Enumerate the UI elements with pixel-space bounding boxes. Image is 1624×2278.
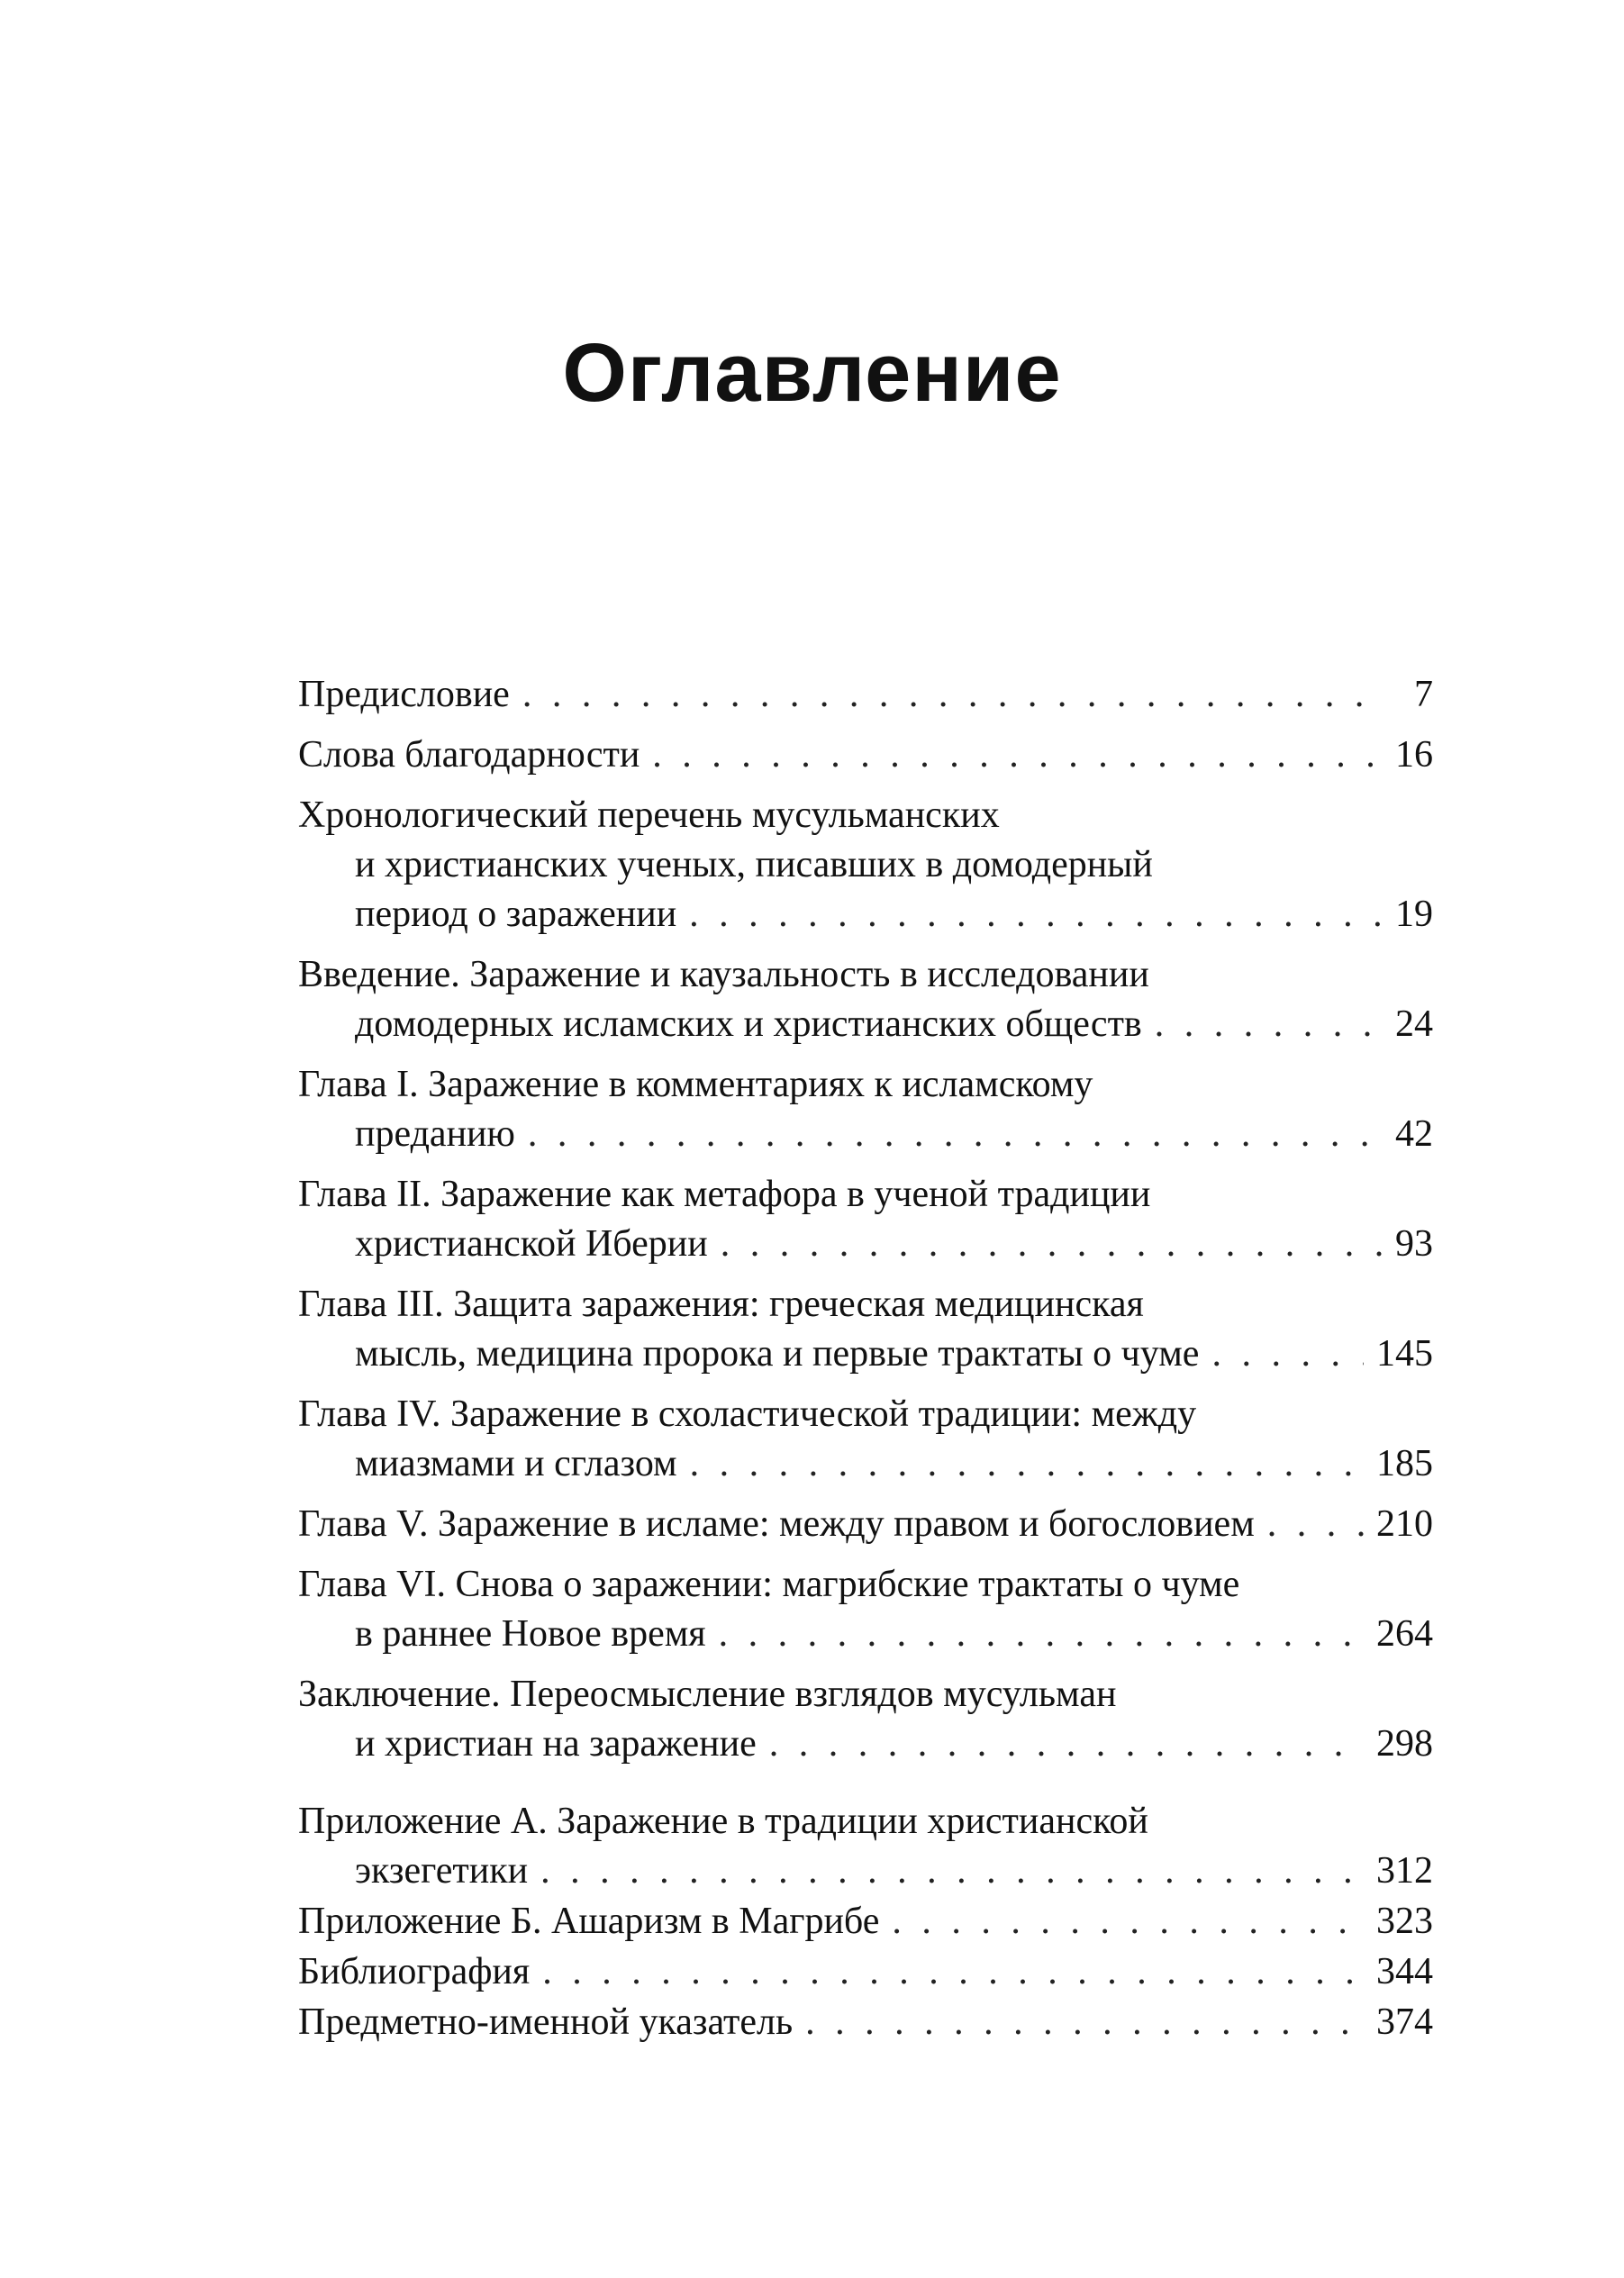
toc-entry-title: и христиан на заражение [355,1723,757,1765]
toc-entry-title: Глава I. Заражение в комментариях к исламскому [298,1064,1093,1105]
toc-entry-line [298,1170,1433,1220]
toc-entry-title: период о заражении [355,894,677,935]
toc-entry-line [298,1220,1433,1269]
toc-entry-title: Глава III. Защита заражения: греческая медицинская [298,1284,1144,1325]
dot-leader [805,1998,1364,2047]
toc-entry-title: Предметно-именной указатель [298,2001,794,2043]
toc-entry[interactable] [298,1500,1433,1549]
page-number: 185 [1376,1443,1433,1484]
toc-entry-title: Введение. Заражение и каузальность в исследовании [298,954,1149,995]
page-number: 374 [1376,2001,1433,2043]
toc-entry-line [298,1330,1433,1379]
toc-entry-line [298,1897,1433,1947]
toc-entry-title: Глава VI. Снова о заражении: магрибские трактаты о чуме [298,1564,1240,1605]
toc-entry-line [298,731,1433,780]
toc-entry-line [298,1110,1433,1159]
toc-entry-line [298,950,1433,1000]
toc-entry[interactable] [298,670,1433,720]
toc-entry-title: христианской Иберии [355,1223,708,1265]
toc-entry-line [298,1060,1433,1110]
page-number: 24 [1395,1003,1433,1045]
toc-entry[interactable] [298,731,1433,780]
toc-entry-line [298,1797,1433,1847]
dot-leader [689,890,1383,939]
page-number: 264 [1376,1613,1433,1655]
toc-entry[interactable] [298,1670,1433,1769]
page-number: 323 [1376,1901,1433,1942]
dot-leader [769,1720,1364,1769]
toc-entry-title: Глава V. Заражение в исламе: между правом и богословием [298,1503,1255,1545]
toc-entry-line [298,1947,1433,1997]
toc-entry[interactable] [298,1797,1433,1896]
toc-entry-title: Приложение А. Заражение в традиции христианской [298,1801,1148,1842]
toc-entry-title: Глава II. Заражение как метафора в ученой традиции [298,1174,1151,1215]
page-number: 210 [1376,1503,1433,1545]
toc-entry-line [298,1000,1433,1049]
page-number: 42 [1395,1113,1433,1155]
toc-entry-line [298,1390,1433,1439]
toc-entry-line [298,1500,1433,1549]
toc-entry-line [298,1560,1433,1610]
toc-entry-line [298,1610,1433,1659]
table-of-contents [298,670,1433,1780]
toc-entry-line [298,1670,1433,1720]
toc-entry-title: Приложение Б. Ашаризм в Магрибе [298,1901,880,1942]
dot-leader [1267,1500,1364,1549]
toc-entry-title: экзегетики [355,1850,529,1892]
dot-leader [652,731,1383,780]
toc-entry[interactable] [298,1390,1433,1489]
toc-entry-line [298,670,1433,720]
page-number: 19 [1395,894,1433,935]
page-number: 145 [1376,1333,1433,1375]
page-number: 16 [1395,734,1433,776]
page-number: 93 [1395,1223,1433,1265]
dot-leader [1155,1000,1383,1049]
toc-entry[interactable] [298,1060,1433,1159]
page-title: Оглавление [562,326,1062,419]
toc-entry[interactable] [298,1280,1433,1379]
toc-entry-title: мысль, медицина пророка и первые трактаты о чуме [355,1333,1200,1375]
dot-leader [721,1220,1383,1269]
appendix-contents [298,1797,1433,2048]
toc-entry-line [298,1720,1433,1769]
toc-entry-title: Хронологический перечень мусульманских [298,794,1000,836]
toc-entry-title: Слова благодарности [298,734,640,776]
toc-entry[interactable] [298,1560,1433,1659]
toc-entry-title: и христианских ученых, писавших в домодерный [355,844,1153,885]
dot-leader [719,1610,1364,1659]
toc-entry-line [298,1280,1433,1330]
toc-entry-line [298,1847,1433,1896]
page-number: 312 [1376,1850,1433,1892]
toc-entry-line [298,791,1433,840]
dot-leader [528,1110,1383,1159]
page-number: 344 [1376,1951,1433,1992]
toc-entry-title: Глава IV. Заражение в схоластической традиции: между [298,1393,1197,1435]
toc-entry[interactable] [298,1947,1433,1997]
toc-entry-title: домодерных исламских и христианских обществ [355,1003,1142,1045]
toc-entry[interactable] [298,950,1433,1049]
toc-entry-line [298,890,1433,939]
dot-leader [1211,1330,1364,1379]
toc-entry-title: Библиография [298,1951,531,1992]
page-number: 298 [1376,1723,1433,1765]
toc-entry-title: Предисловие [298,674,510,715]
page-number: 7 [1414,674,1433,715]
toc-entry[interactable] [298,1170,1433,1269]
dot-leader [892,1897,1364,1947]
toc-entry-line [298,1998,1433,2047]
toc-entry-title: миазмами и сглазом [355,1443,677,1484]
toc-entry-title: в раннее Новое время [355,1613,706,1655]
toc-entry-title: преданию [355,1113,515,1155]
toc-entry[interactable] [298,791,1433,939]
toc-entry-line [298,1439,1433,1489]
toc-entry[interactable] [298,1897,1433,1947]
toc-entry-title: Заключение. Переосмысление взглядов мусульман [298,1674,1117,1715]
dot-leader [522,670,1384,720]
dot-leader [690,1439,1364,1489]
toc-entry[interactable] [298,1998,1433,2047]
dot-leader [540,1847,1364,1896]
toc-entry-line [298,840,1433,890]
dot-leader [542,1947,1364,1997]
